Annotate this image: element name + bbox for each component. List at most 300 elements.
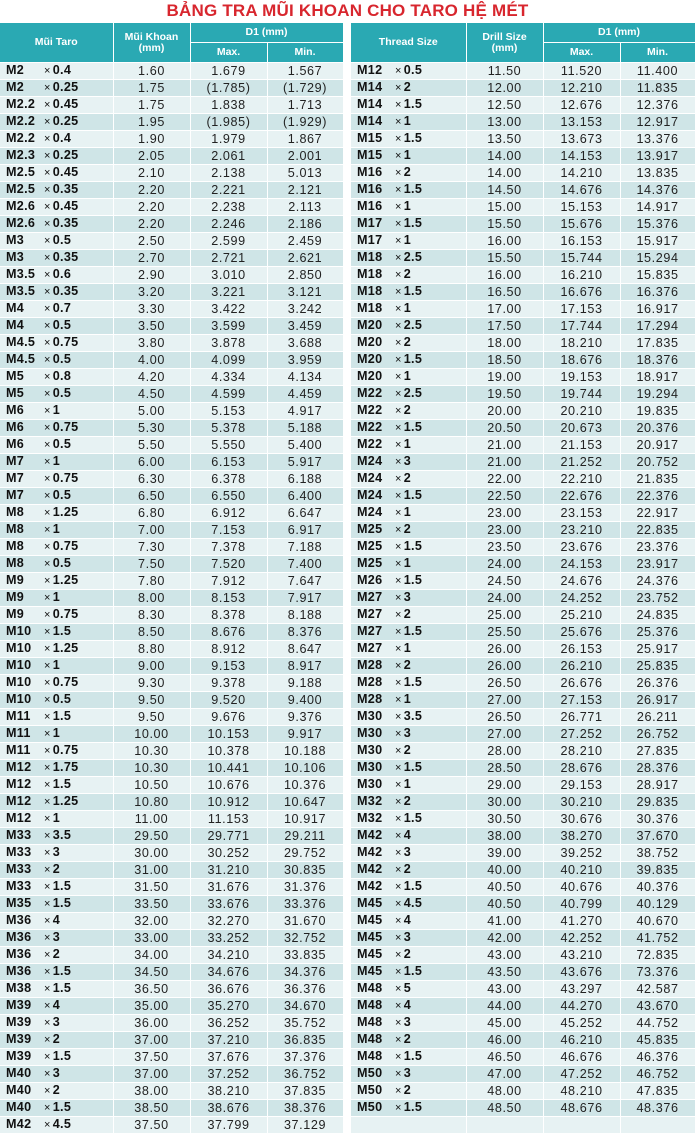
d1-min-cell: 4.917 — [267, 403, 343, 420]
d1-min-cell: 23.917 — [620, 556, 695, 573]
thread-pitch: 1 — [403, 505, 412, 519]
drill-size-cell: 30.50 — [466, 811, 543, 828]
d1-min-cell: 28.917 — [620, 777, 695, 794]
thread-pitch: 4 — [403, 828, 412, 842]
multiply-icon: × — [395, 813, 402, 825]
drill-size-cell: 20.00 — [466, 403, 543, 420]
table-row — [351, 947, 695, 964]
d1-min-cell: 12.376 — [620, 97, 695, 114]
table-row — [0, 998, 343, 1015]
thread-size: M18 — [357, 284, 383, 298]
d1-min-cell: 15.376 — [620, 216, 695, 233]
thread-pitch: 3 — [403, 590, 412, 604]
d1-min-cell: 15.294 — [620, 250, 695, 267]
table-row — [351, 573, 695, 590]
thread-size: M30 — [357, 726, 383, 740]
d1-max-cell: 26.771 — [543, 709, 620, 726]
thread-size: M5 — [6, 386, 25, 400]
thread-pitch: 0.5 — [52, 233, 72, 247]
multiply-icon: × — [395, 65, 402, 77]
table-row — [0, 930, 343, 947]
multiply-icon: × — [44, 371, 51, 383]
thread-pitch: 5 — [403, 981, 412, 995]
d1-max-cell: 1.679 — [190, 63, 267, 80]
d1-min-cell: 46.376 — [620, 1049, 695, 1066]
d1-max-cell: 15.744 — [543, 250, 620, 267]
table-row — [0, 386, 343, 403]
d1-min-cell: 37.376 — [267, 1049, 343, 1066]
table-row — [0, 845, 343, 862]
thread-size: M2.2 — [6, 131, 36, 145]
drill-size-cell: 15.00 — [466, 199, 543, 216]
d1-max-cell: 3.422 — [190, 301, 267, 318]
d1-min-cell: 19.835 — [620, 403, 695, 420]
thread-size: M36 — [6, 930, 32, 944]
d1-max-cell: 9.520 — [190, 692, 267, 709]
thread-size-cell — [0, 318, 113, 335]
thread-size-cell — [351, 1117, 466, 1134]
drill-size-cell: 8.50 — [113, 624, 190, 641]
table-row — [0, 811, 343, 828]
thread-size-cell — [351, 420, 466, 437]
thread-pitch: 2 — [403, 403, 412, 417]
table-row — [351, 930, 695, 947]
thread-size: M27 — [357, 590, 383, 604]
header-thread-size: Thread Size — [351, 23, 466, 63]
thread-size-cell — [0, 794, 113, 811]
drill-size-cell: 29.00 — [466, 777, 543, 794]
multiply-icon: × — [44, 405, 51, 417]
drill-size-cell: 3.20 — [113, 284, 190, 301]
table-row — [351, 726, 695, 743]
table-row — [351, 879, 695, 896]
table-row — [0, 97, 343, 114]
d1-max-cell: 6.550 — [190, 488, 267, 505]
drill-size-cell: 21.00 — [466, 454, 543, 471]
drill-size-cell: 21.00 — [466, 437, 543, 454]
thread-size-cell — [351, 709, 466, 726]
drill-size-cell: 7.80 — [113, 573, 190, 590]
d1-max-cell: 3.221 — [190, 284, 267, 301]
thread-size-cell — [0, 828, 113, 845]
thread-size: M3 — [6, 250, 25, 264]
thread-size: M2.3 — [6, 148, 36, 162]
d1-max-cell: 19.153 — [543, 369, 620, 386]
table-row — [0, 947, 343, 964]
table-row — [0, 301, 343, 318]
drill-size-cell: 8.30 — [113, 607, 190, 624]
thread-size: M28 — [357, 658, 383, 672]
thread-pitch: 3 — [52, 1066, 61, 1080]
table-row — [351, 318, 695, 335]
thread-size-cell — [0, 556, 113, 573]
multiply-icon: × — [395, 541, 402, 553]
thread-size: M7 — [6, 454, 25, 468]
drill-size-cell: 4.00 — [113, 352, 190, 369]
d1-min-cell: 13.376 — [620, 131, 695, 148]
thread-size-cell — [0, 403, 113, 420]
thread-size: M50 — [357, 1083, 383, 1097]
thread-size-cell — [0, 1032, 113, 1049]
drill-size-cell: 46.50 — [466, 1049, 543, 1066]
multiply-icon: × — [44, 490, 51, 502]
drill-size-cell: 2.20 — [113, 216, 190, 233]
thread-pitch: 2 — [403, 522, 412, 536]
thread-size-cell — [0, 165, 113, 182]
table-row — [351, 658, 695, 675]
thread-size: M11 — [6, 726, 31, 740]
d1-min-cell: 29.211 — [267, 828, 343, 845]
thread-size: M50 — [357, 1100, 383, 1114]
thread-pitch: 1.5 — [52, 624, 72, 638]
thread-size: M30 — [357, 743, 383, 757]
d1-max-cell: 6.378 — [190, 471, 267, 488]
drill-size-cell: 12.00 — [466, 80, 543, 97]
drill-size-cell: 2.20 — [113, 182, 190, 199]
drill-size-cell: 18.00 — [466, 335, 543, 352]
thread-pitch: 0.5 — [52, 386, 72, 400]
thread-size-cell — [351, 726, 466, 743]
thread-pitch: 1 — [403, 114, 412, 128]
thread-size: M42 — [357, 862, 383, 876]
d1-min-cell: 37.129 — [267, 1117, 343, 1134]
drill-size-cell: 3.30 — [113, 301, 190, 318]
thread-size-cell — [351, 284, 466, 301]
table-row — [351, 760, 695, 777]
d1-min-cell: 10.188 — [267, 743, 343, 760]
drill-size-cell: 37.00 — [113, 1032, 190, 1049]
d1-max-cell: 8.153 — [190, 590, 267, 607]
table-row — [0, 760, 343, 777]
multiply-icon: × — [44, 949, 51, 961]
thread-pitch: 3 — [403, 1066, 412, 1080]
d1-max-cell: 26.676 — [543, 675, 620, 692]
multiply-icon: × — [395, 864, 402, 876]
thread-pitch: 2 — [403, 743, 412, 757]
thread-pitch: 1.5 — [52, 879, 72, 893]
multiply-icon: × — [44, 728, 51, 740]
table-row — [0, 437, 343, 454]
drill-size-cell: 10.30 — [113, 743, 190, 760]
d1-max-cell: 14.153 — [543, 148, 620, 165]
d1-max-cell: 31.676 — [190, 879, 267, 896]
multiply-icon: × — [44, 354, 51, 366]
thread-pitch: 1 — [403, 641, 412, 655]
d1-min-cell: 47.835 — [620, 1083, 695, 1100]
d1-max-cell: 43.210 — [543, 947, 620, 964]
multiply-icon: × — [44, 303, 51, 315]
thread-pitch: 1.5 — [403, 675, 423, 689]
thread-pitch: 2 — [403, 335, 412, 349]
table-row — [351, 913, 695, 930]
drill-size-cell: 7.30 — [113, 539, 190, 556]
drill-size-cell: 30.00 — [466, 794, 543, 811]
thread-pitch: 4.5 — [403, 896, 423, 910]
thread-pitch: 1.5 — [52, 1100, 72, 1114]
thread-pitch: 1.5 — [403, 284, 423, 298]
d1-max-cell: 17.153 — [543, 301, 620, 318]
drill-size-cell: 4.50 — [113, 386, 190, 403]
multiply-icon: × — [395, 643, 402, 655]
thread-size: M17 — [357, 216, 383, 230]
d1-min-cell: 11.835 — [620, 80, 695, 97]
multiply-icon: × — [44, 218, 51, 230]
thread-size-cell — [351, 233, 466, 250]
thread-pitch: 2 — [403, 607, 412, 621]
drill-size-cell: 25.50 — [466, 624, 543, 641]
thread-pitch: 1.5 — [403, 964, 423, 978]
d1-max-cell: 46.210 — [543, 1032, 620, 1049]
thread-size: M4.5 — [6, 352, 36, 366]
header-d1: D1 (mm) — [190, 23, 343, 43]
drill-size-cell: 1.95 — [113, 114, 190, 131]
drill-size-cell: 24.00 — [466, 556, 543, 573]
table-row — [351, 454, 695, 471]
d1-min-cell: 24.376 — [620, 573, 695, 590]
thread-size-cell — [351, 743, 466, 760]
drill-size-cell: 1.90 — [113, 131, 190, 148]
d1-min-cell: 14.376 — [620, 182, 695, 199]
multiply-icon: × — [44, 1119, 51, 1131]
table-row — [351, 165, 695, 182]
drill-size-cell: 6.50 — [113, 488, 190, 505]
multiply-icon: × — [395, 677, 402, 689]
thread-size: M50 — [357, 1066, 383, 1080]
drill-size-cell: 36.00 — [113, 1015, 190, 1032]
multiply-icon: × — [44, 660, 51, 672]
d1-min-cell: 2.621 — [267, 250, 343, 267]
drill-size-cell: 38.00 — [113, 1083, 190, 1100]
drill-size-cell: 25.00 — [466, 607, 543, 624]
d1-min-cell: 25.376 — [620, 624, 695, 641]
d1-max-cell: 10.441 — [190, 760, 267, 777]
multiply-icon: × — [44, 286, 51, 298]
thread-size: M5 — [6, 369, 25, 383]
thread-pitch: 0.5 — [52, 488, 72, 502]
d1-max-cell: 33.676 — [190, 896, 267, 913]
d1-max-cell: 8.378 — [190, 607, 267, 624]
table-row — [351, 1015, 695, 1032]
drill-size-cell: 38.50 — [113, 1100, 190, 1117]
multiply-icon: × — [44, 864, 51, 876]
thread-size-cell — [0, 879, 113, 896]
d1-min-cell — [620, 1117, 695, 1134]
thread-size: M40 — [6, 1083, 32, 1097]
thread-size-cell — [0, 675, 113, 692]
drill-size-cell: 23.00 — [466, 505, 543, 522]
drill-size-cell: 2.70 — [113, 250, 190, 267]
drill-size-cell: 23.00 — [466, 522, 543, 539]
drill-size-cell: 34.00 — [113, 947, 190, 964]
thread-size-cell — [351, 811, 466, 828]
thread-size-cell — [351, 760, 466, 777]
thread-size: M39 — [6, 1032, 32, 1046]
thread-pitch: 1 — [403, 233, 412, 247]
drill-size-cell: 42.00 — [466, 930, 543, 947]
thread-size-cell — [0, 998, 113, 1015]
thread-pitch: 1.25 — [52, 641, 79, 655]
thread-size: M27 — [357, 607, 383, 621]
thread-size: M3 — [6, 233, 25, 247]
thread-size-cell — [0, 301, 113, 318]
thread-size: M15 — [357, 131, 383, 145]
table-row — [351, 1066, 695, 1083]
d1-max-cell: 15.153 — [543, 199, 620, 216]
d1-min-cell: 6.188 — [267, 471, 343, 488]
d1-max-cell: 34.676 — [190, 964, 267, 981]
multiply-icon: × — [395, 983, 402, 995]
thread-size: M33 — [6, 862, 32, 876]
thread-size-cell — [351, 1015, 466, 1032]
d1-min-cell: 5.013 — [267, 165, 343, 182]
table-row — [351, 488, 695, 505]
thread-size-cell — [0, 454, 113, 471]
drill-size-cell: 22.00 — [466, 471, 543, 488]
d1-max-cell: 19.744 — [543, 386, 620, 403]
d1-max-cell — [543, 1117, 620, 1134]
multiply-icon: × — [395, 116, 402, 128]
thread-pitch: 4 — [52, 998, 61, 1012]
thread-size: M30 — [357, 709, 383, 723]
d1-min-cell: 11.400 — [620, 63, 695, 80]
thread-size: M15 — [357, 148, 383, 162]
drill-size-cell: 11.50 — [466, 63, 543, 80]
d1-max-cell: 10.153 — [190, 726, 267, 743]
thread-size-cell — [0, 641, 113, 658]
multiply-icon: × — [44, 541, 51, 553]
thread-size: M8 — [6, 505, 25, 519]
d1-max-cell: 12.210 — [543, 80, 620, 97]
drill-size-cell: 16.00 — [466, 267, 543, 284]
d1-min-cell: 36.752 — [267, 1066, 343, 1083]
table-row — [351, 352, 695, 369]
thread-size-cell — [0, 488, 113, 505]
thread-size-cell — [0, 981, 113, 998]
thread-size: M8 — [6, 522, 25, 536]
drill-size-cell: 39.00 — [466, 845, 543, 862]
thread-size: M9 — [6, 590, 25, 604]
multiply-icon: × — [395, 966, 402, 978]
thread-size-cell — [0, 913, 113, 930]
multiply-icon: × — [395, 609, 402, 621]
d1-min-cell: 9.188 — [267, 675, 343, 692]
drill-size-cell: 6.80 — [113, 505, 190, 522]
thread-size-cell — [351, 488, 466, 505]
thread-pitch: 3.5 — [52, 828, 72, 842]
multiply-icon: × — [395, 949, 402, 961]
thread-size-cell — [351, 692, 466, 709]
thread-pitch: 1.5 — [403, 1049, 423, 1063]
d1-max-cell: 15.676 — [543, 216, 620, 233]
table-row — [351, 896, 695, 913]
drill-size-cell: 48.50 — [466, 1100, 543, 1117]
table-row — [351, 216, 695, 233]
table-row — [351, 148, 695, 165]
thread-size: M48 — [357, 981, 383, 995]
thread-pitch: 0.35 — [52, 216, 79, 230]
thread-size: M20 — [357, 318, 383, 332]
thread-size: M25 — [357, 522, 383, 536]
d1-min-cell: (1.929) — [267, 114, 343, 131]
multiply-icon: × — [44, 847, 51, 859]
d1-min-cell: 23.376 — [620, 539, 695, 556]
d1-max-cell: 11.520 — [543, 63, 620, 80]
thread-size: M6 — [6, 437, 25, 451]
thread-size: M32 — [357, 794, 383, 808]
table-row — [351, 420, 695, 437]
thread-size-cell — [351, 114, 466, 131]
multiply-icon: × — [395, 371, 402, 383]
drill-size-cell: 33.00 — [113, 930, 190, 947]
thread-size-cell — [351, 624, 466, 641]
d1-max-cell: 10.378 — [190, 743, 267, 760]
drill-size-cell: 8.80 — [113, 641, 190, 658]
table-row — [351, 709, 695, 726]
thread-pitch: 1.5 — [403, 182, 423, 196]
d1-max-cell: 26.153 — [543, 641, 620, 658]
d1-min-cell: 7.647 — [267, 573, 343, 590]
thread-size-cell — [0, 1015, 113, 1032]
thread-pitch: 1 — [52, 522, 61, 536]
thread-size: M8 — [6, 539, 25, 553]
header-d1: D1 (mm) — [543, 23, 695, 43]
drill-size-cell: 30.00 — [113, 845, 190, 862]
d1-min-cell: 32.752 — [267, 930, 343, 947]
thread-pitch: 1.25 — [52, 794, 79, 808]
drill-size-cell: 7.00 — [113, 522, 190, 539]
thread-pitch: 4 — [403, 913, 412, 927]
thread-size: M22 — [357, 420, 383, 434]
d1-min-cell: 2.001 — [267, 148, 343, 165]
thread-pitch: 1.5 — [403, 131, 423, 145]
thread-size-cell — [351, 318, 466, 335]
multiply-icon: × — [44, 966, 51, 978]
multiply-icon: × — [395, 388, 402, 400]
thread-pitch: 0.5 — [52, 352, 72, 366]
d1-min-cell: 26.752 — [620, 726, 695, 743]
thread-pitch: 3 — [52, 845, 61, 859]
thread-size-cell — [0, 845, 113, 862]
table-row — [351, 199, 695, 216]
multiply-icon: × — [44, 575, 51, 587]
drill-size-cell: 5.00 — [113, 403, 190, 420]
d1-min-cell: 30.376 — [620, 811, 695, 828]
drill-size-cell: 10.30 — [113, 760, 190, 777]
d1-max-cell: 12.676 — [543, 97, 620, 114]
d1-min-cell: 33.376 — [267, 896, 343, 913]
table-row — [351, 998, 695, 1015]
thread-size: M48 — [357, 1049, 383, 1063]
d1-min-cell: 2.850 — [267, 267, 343, 284]
d1-min-cell: 26.917 — [620, 692, 695, 709]
thread-pitch: 2 — [403, 658, 412, 672]
drill-size-cell: 14.50 — [466, 182, 543, 199]
thread-size-cell — [0, 743, 113, 760]
multiply-icon: × — [44, 1102, 51, 1114]
thread-size-cell — [0, 760, 113, 777]
multiply-icon: × — [44, 184, 51, 196]
thread-size: M9 — [6, 573, 25, 587]
table-row — [0, 1032, 343, 1049]
thread-size: M33 — [6, 828, 32, 842]
thread-size: M6 — [6, 403, 25, 417]
thread-pitch: 1 — [52, 726, 61, 740]
page-title: BẢNG TRA MŨI KHOAN CHO TARO HỆ MÉT — [166, 1, 529, 20]
multiply-icon: × — [395, 660, 402, 672]
d1-min-cell: 35.752 — [267, 1015, 343, 1032]
thread-pitch: 1.75 — [52, 760, 79, 774]
thread-size-cell — [351, 335, 466, 352]
